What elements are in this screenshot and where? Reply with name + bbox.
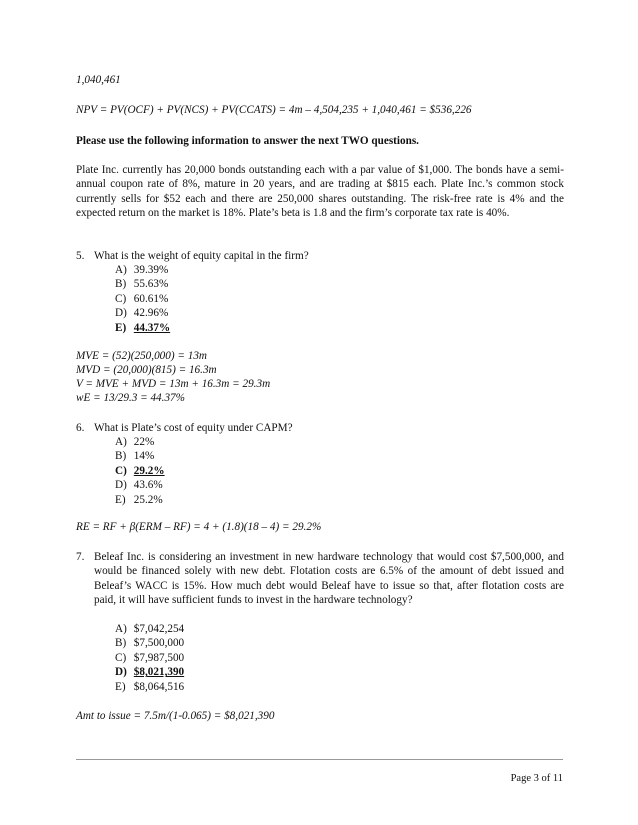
capm-solution: RE = RF + β(ERM – RF) = 4 + (1.8)(18 – 4) = 29.2%	[76, 521, 322, 533]
option-e: E) 25.2%	[115, 493, 163, 506]
question-6	[76, 421, 564, 435]
solution-line: wE = 13/29.3 = 44.37%	[76, 392, 185, 404]
solution-line: V = MVE + MVD = 13m + 16.3m = 29.3m	[76, 378, 271, 390]
option-a: A) 22%	[115, 436, 155, 448]
npv-equation: NPV = PV(OCF) + PV(NCS) + PV(CCATS) = 4m – 4,504,235 + 1,040,461 = $536,226	[76, 104, 472, 116]
option-c: C) $7,987,500	[115, 651, 185, 664]
info-paragraph: Plate Inc. currently has 20,000 bonds outstanding each with a par value of $1,000. The bonds have a semi-annual coupon rate of 8%, mature in 20 years, and are trading at $815 each. Plate Inc.’s common stock currently sells for $52 each and there are 250,000 shares outstanding. The risk-free rate is 4% and the expected return on the market is 18%. Plate’s beta is 1.8 and the firm’s corporate tax rate is 40%.	[76, 164, 564, 220]
option-d-correct: D) $8,021,390	[115, 666, 185, 679]
question-5-options	[115, 263, 170, 335]
amount-solution: Amt to issue = 7.5m/(1-0.065) = $8,021,390	[76, 710, 275, 722]
option-c: C) 60.61%	[115, 292, 169, 305]
question-text: What is the weight of equity capital in the firm?	[94, 250, 309, 262]
page-number: Page 3 of 11	[510, 773, 563, 784]
option-a: A) $7,042,254	[115, 623, 185, 635]
option-c-correct: C) 29.2%	[115, 464, 165, 477]
question-text: What is Plate’s cost of equity under CAPM?	[94, 422, 293, 434]
footer-divider	[76, 759, 563, 760]
option-b: B) $7,500,000	[115, 637, 185, 650]
instruction-heading: Please use the following information to answer the next TWO questions.	[76, 135, 419, 147]
question-number: 7.	[76, 551, 85, 563]
question-7	[76, 550, 564, 608]
question-5	[76, 249, 564, 263]
option-d: D) 42.96%	[115, 307, 169, 320]
option-b: B) 55.63%	[115, 278, 169, 291]
option-e-correct: E) 44.37%	[115, 321, 171, 334]
option-d: D) 43.6%	[115, 479, 163, 492]
question-number: 6.	[76, 422, 85, 434]
option-a: A) 39.39%	[115, 264, 169, 276]
question-number: 5.	[76, 250, 85, 262]
question-6-options	[115, 435, 165, 507]
solution-line: MVD = (20,000)(815) = 16.3m	[76, 364, 217, 376]
question-7-options	[115, 622, 184, 694]
solution-line: MVE = (52)(250,000) = 13m	[76, 350, 207, 362]
calc-result-line: 1,040,461	[76, 74, 121, 86]
option-e: E) $8,064,516	[115, 680, 185, 693]
option-b: B) 14%	[115, 450, 155, 463]
question-text: Beleaf Inc. is considering an investment in new hardware technology that would cost $7,500,000, and would be financed solely with new debt. Flotation costs are 6.5% of the amount of debt issued and Beleaf’s WACC is 15%. How much debt would Beleaf have to issue so that, after flotation costs are paid, it will have sufficient funds to invest in the hardware technology?	[94, 551, 564, 607]
